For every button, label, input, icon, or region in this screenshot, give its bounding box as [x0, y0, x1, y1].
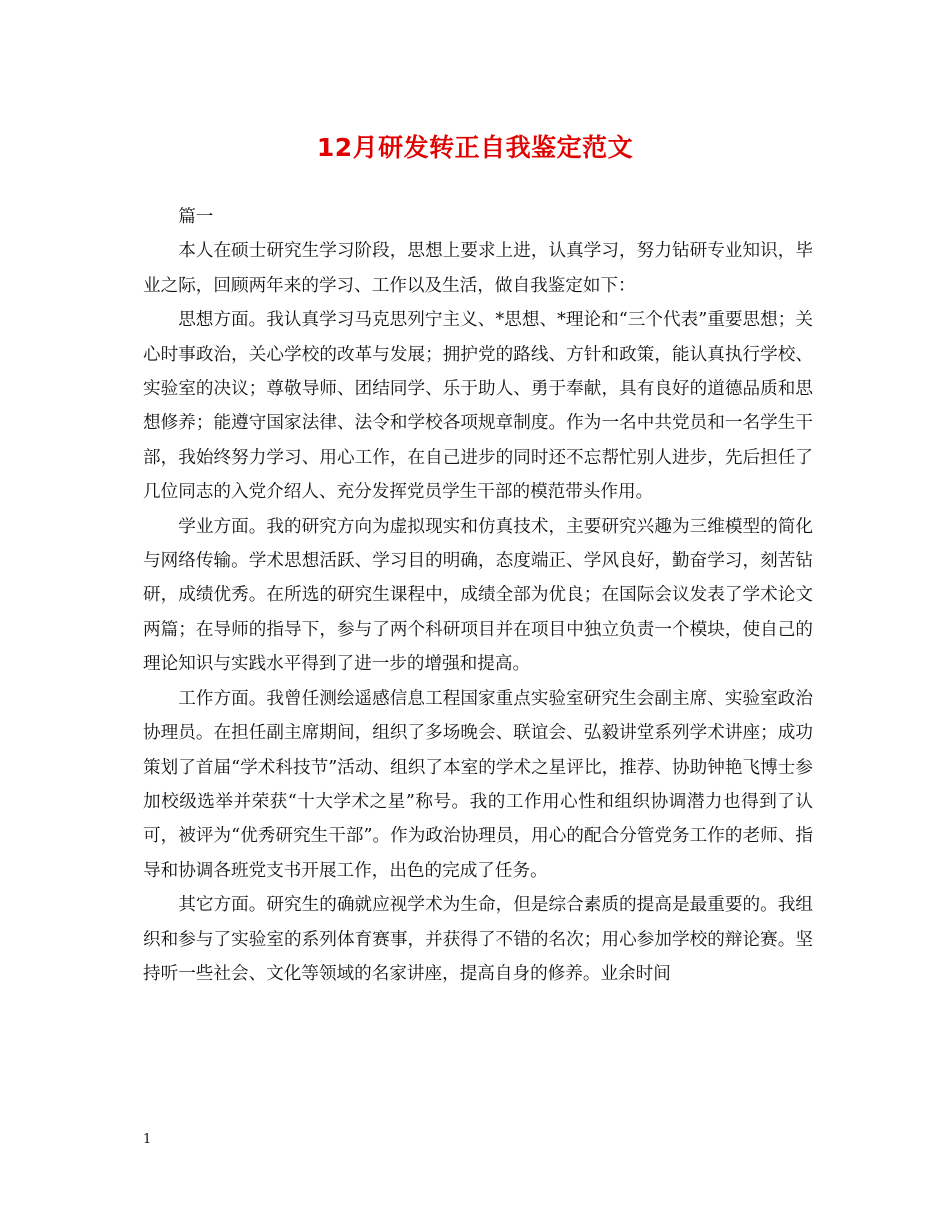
paragraph-work: 工作方面。我曾任测绘遥感信息工程国家重点实验室研究生会副主席、实验室政治协理员。在担任副主席期间，组织了多场晚会、联谊会、弘毅讲堂系列学术讲座；成功策划了首届“学术科技节”活动、组织了本室的学术之星评比，推荐、协助钟艳飞博士参加校级选举并荣获“十大学术之星”称号。我的工作用心性和组织协调潜力也得到了认可，被评为“优秀研究生干部”。作为政治协理员，用心的配合分管党务工作的老师、指导和协调各班党支书开展工作，出色的完成了任务。 — [143, 688, 813, 881]
section-label: 篇一 — [178, 207, 214, 227]
document-title: 12月研发转正自我鉴定范文 — [316, 133, 634, 162]
paragraph-intro: 本人在硕士研究生学习阶段，思想上要求上进，认真学习，努力钻研专业知识，毕业之际，回顾两年来的学习、工作以及生活，做自我鉴定如下： — [143, 241, 813, 296]
page-number: 1 — [143, 1132, 152, 1147]
paragraph-other: 其它方面。研究生的确就应视学术为生命，但是综合素质的提高是最重要的。我组织和参与了实验室的系列体育赛事，并获得了不错的名次；用心参加学校的辩论赛。坚持听一些社会、文化等领域的名家讲座，提高自身的修养。业余时间 — [143, 895, 813, 984]
paragraph-ideology: 思想方面。我认真学习马克思列宁主义、*思想、*理论和“三个代表”重要思想；关心时事政治，关心学校的改革与发展；拥护党的路线、方针和政策，能认真执行学校、实验室的决议；尊敬导师、团结同学、乐于助人、勇于奉献，具有良好的道德品质和思想修养；能遵守国家法律、法令和学校各项规章制度。作为一名中共党员和一名学生干部，我始终努力学习、用心工作，在自己进步的同时还不忘帮忙别人进步，先后担任了几位同志的入党介绍人、充分发挥党员学生干部的模范带头作用。 — [143, 310, 813, 503]
document-body — [143, 200, 813, 991]
paragraph-academics: 学业方面。我的研究方向为虚拟现实和仿真技术，主要研究兴趣为三维模型的简化与网络传输。学术思想活跃、学习目的明确，态度端正、学风良好，勤奋学习，刻苦钻研，成绩优秀。在所选的研究生课程中，成绩全部为优良；在国际会议发表了学术论文两篇；在导师的指导下，参与了两个科研项目并在项目中独立负责一个模块，使自己的理论知识与实践水平得到了进一步的增强和提高。 — [143, 516, 813, 675]
